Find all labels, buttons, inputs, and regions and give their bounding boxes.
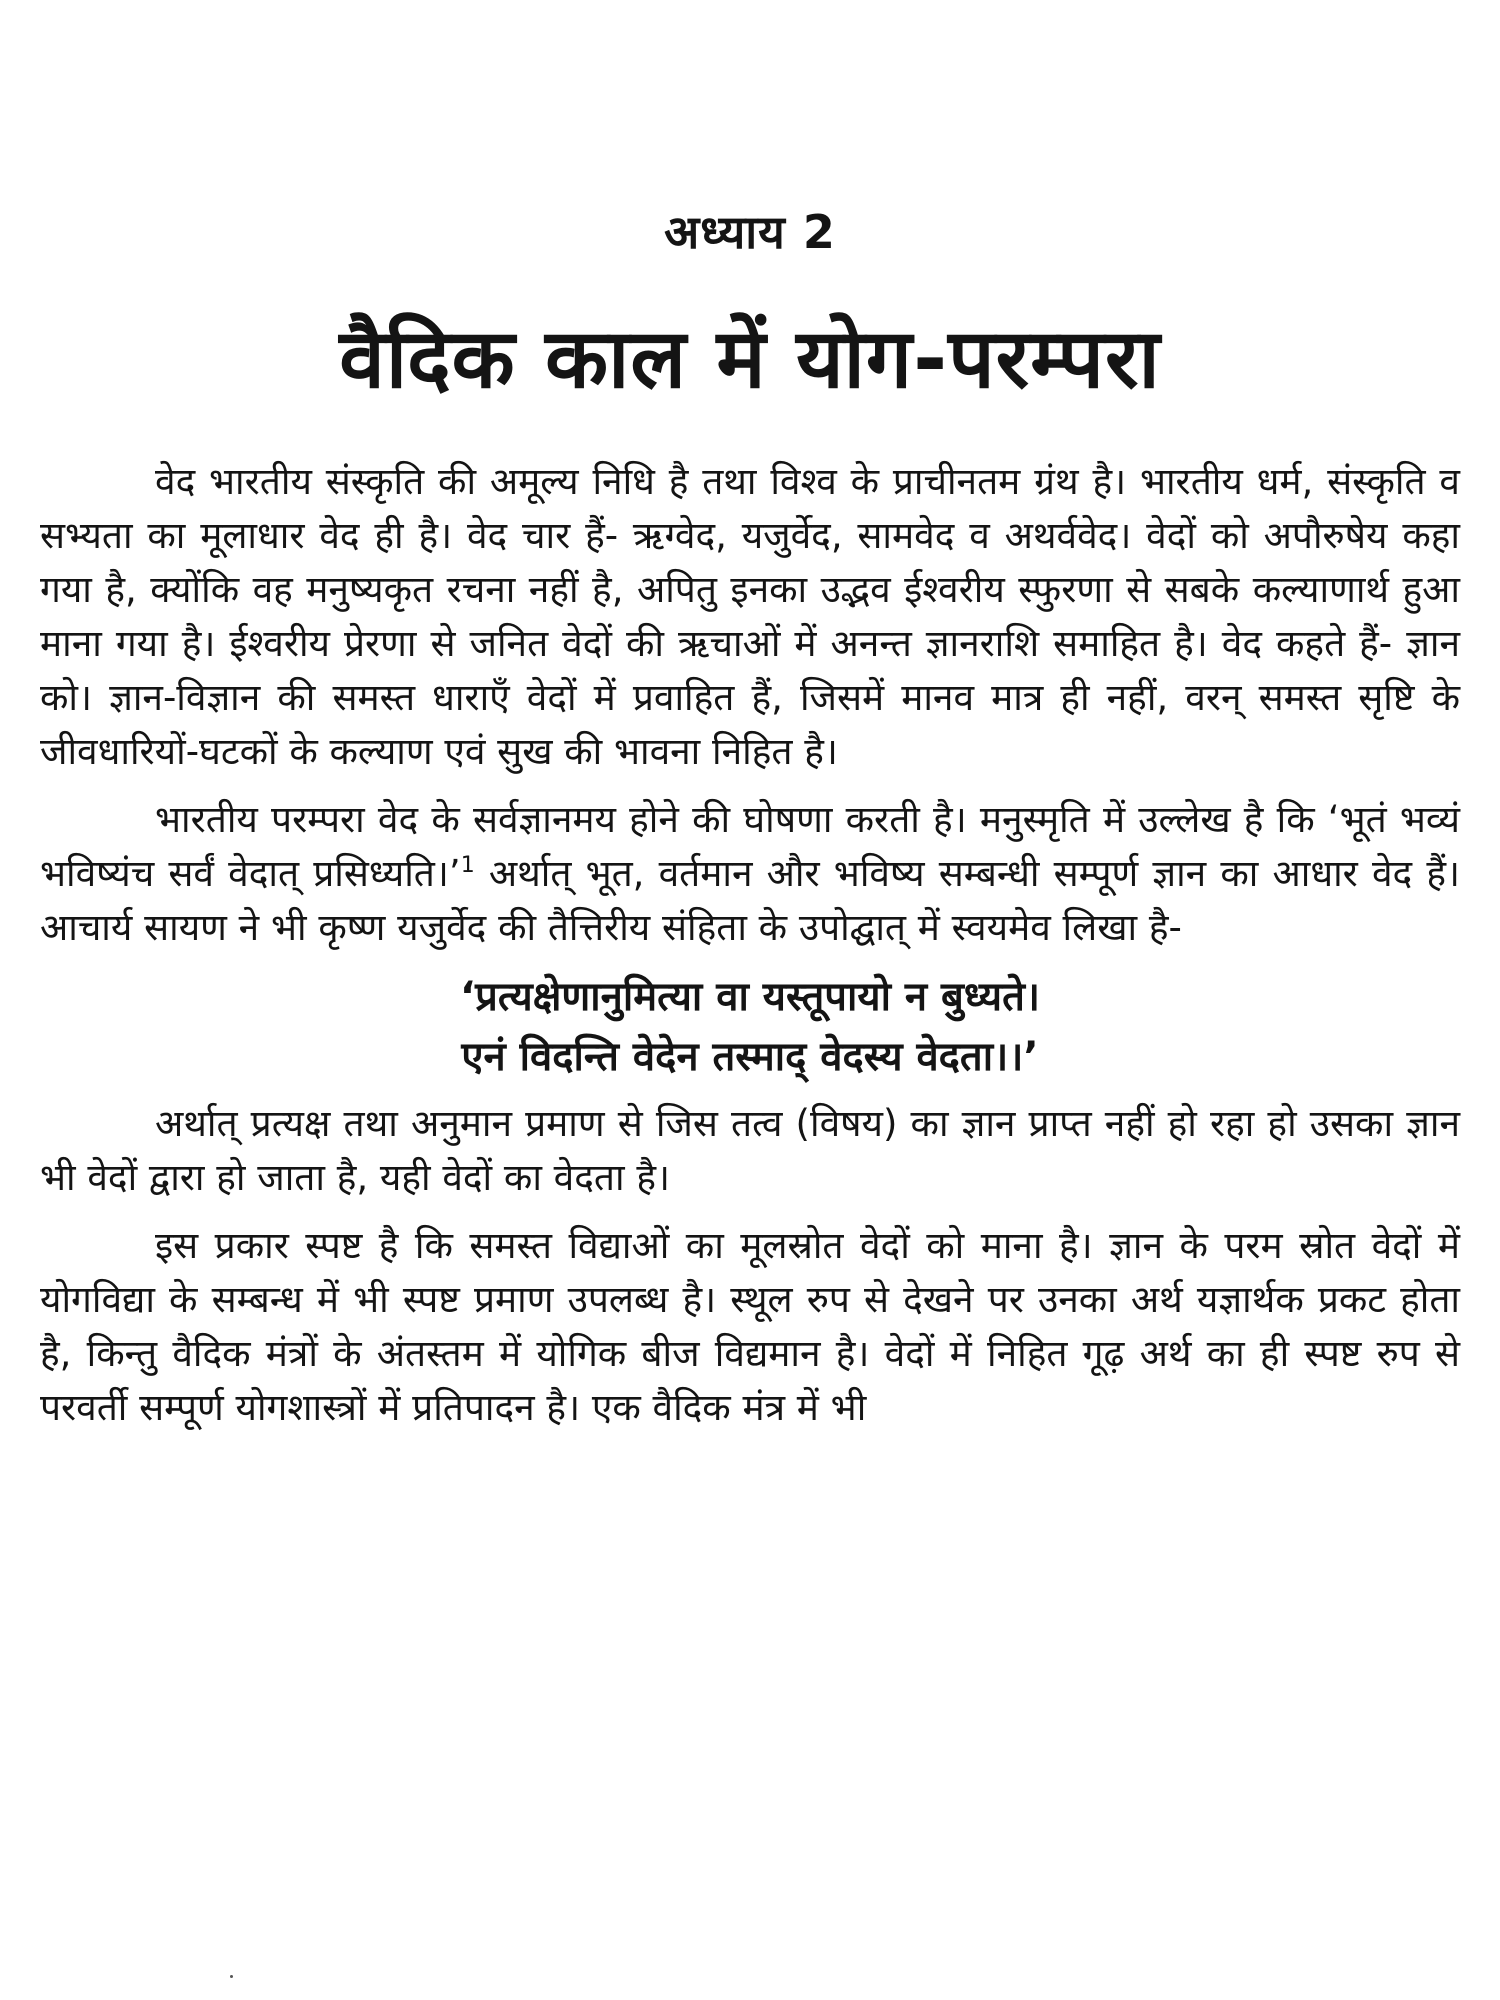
- paragraph-3: अर्थात् प्रत्यक्ष तथा अनुमान प्रमाण से जिस तत्व (विषय) का ज्ञान प्राप्त नहीं हो रहा हो उसका ज्ञान भी वेदों द्वारा हो जाता है, यही वेदों का वेदता है।: [40, 1102, 1460, 1199]
- body-text: [40, 455, 1460, 1435]
- paragraph-1: वेद भारतीय संस्कृति की अमूल्य निधि है तथा विश्व के प्राचीनतम ग्रंथ है। भारतीय धर्म, संस्कृति व सभ्यता का मूलाधार वेद ही है। वेद चार हैं- ऋग्वेद, यजुर्वेद, सामवेद व अथर्ववेद। वेदों को अपौरुषेय कहा गया है, क्योंकि वह मनुष्यकृत रचना नहीं है, अपितु इनका उद्भव ईश्वरीय स्फुरणा से सबके कल्याणार्थ हुआ माना गया है। ईश्वरीय प्रेरणा से जनित वेदों की ऋचाओं में अनन्त ज्ञानराशि समाहित है। वेद कहते हैं- ज्ञान को। ज्ञान-विज्ञान की समस्त धाराएँ वेदों में प्रवाहित हैं, जिसमें मानव मात्र ही नहीं, वरन् समस्त सृष्टि के जीवधारियों-घटकों के कल्याण एवं सुख की भावना निहित है।: [40, 460, 1460, 773]
- paragraph-2-part-1: भारतीय परम्परा वेद के सर्वज्ञानमय होने की घोषणा करती है। मनुस्मृति में उल्लेख है कि ‘भूतं भव्यं भविष्यंच सर्वं वेदात् प्रसिध्यति।’: [40, 798, 1460, 895]
- footnote-marker: 1: [460, 853, 475, 878]
- chapter-number: अध्याय 2: [664, 205, 836, 259]
- paragraph-2: [40, 793, 1460, 955]
- paragraph-2-part-2: अर्थात् भूत, वर्तमान और भविष्य सम्बन्धी सम्पूर्ण ज्ञान का आधार वेद हैं। आचार्य सायण ने भी कृष्ण यजुर्वेद की तैत्तिरीय संहिता के उपोद्घात् में स्वयमेव लिखा है-: [40, 852, 1460, 949]
- print-speck: [230, 1975, 233, 1978]
- verse-line-2: एनं विदन्ति वेदेन तस्माद् वेदस्य वेदता।।’: [461, 1034, 1039, 1080]
- chapter-title: वैदिक काल में योग-परम्परा: [339, 312, 1161, 407]
- verse-line-1: ‘प्रत्यक्षेणानुमित्या वा यस्तूपायो न बुध्यते।: [459, 974, 1041, 1020]
- sanskrit-verse: [40, 967, 1460, 1087]
- paragraph-4: इस प्रकार स्पष्ट है कि समस्त विद्याओं का मूलस्रोत वेदों को माना है। ज्ञान के परम स्रोत वेदों में योगविद्या के सम्बन्ध में भी स्पष्ट प्रमाण उपलब्ध है। स्थूल रुप से देखने पर उनका अर्थ यज्ञार्थक प्रकट होता है, किन्तु वैदिक मंत्रों के अंतस्तम में योगिक बीज विद्यमान है। वेदों में निहित गूढ़ अर्थ का ही स्पष्ट रुप से परवर्ती सम्पूर्ण योगशास्त्रों में प्रतिपादन है। एक वैदिक मंत्र में भी: [40, 1224, 1460, 1429]
